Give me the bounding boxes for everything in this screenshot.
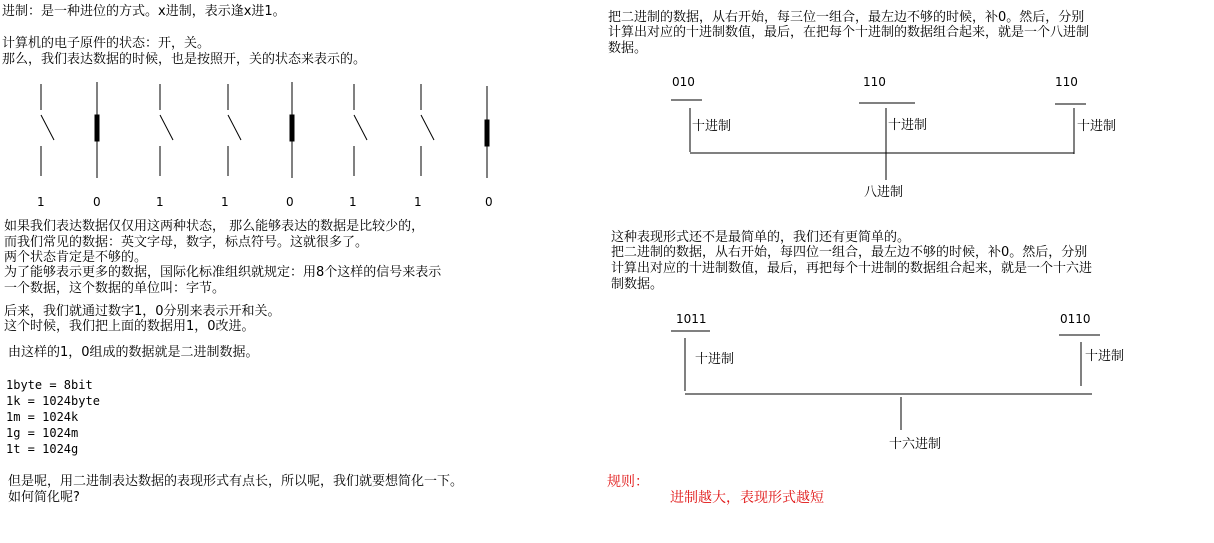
unit-line: 1byte = 8bit <box>6 378 93 392</box>
octal-text-2: 计算出对应的十进制数值，最后，在把每个十进制的数据组合起来，就是一个八进制 <box>608 25 1090 40</box>
rule-text: 进制越大，表现形式越短 <box>670 490 824 506</box>
bit-label: 0 <box>286 195 294 209</box>
octal-text-1: 把二进制的数据，从右开始，每三位一组合，最左边不够的时候，补0。然后，分别 <box>608 10 1085 25</box>
decimal-label: 十进制 <box>695 352 735 367</box>
switch-open-4 <box>228 84 241 176</box>
para-how: 如何简化呢? <box>8 490 80 505</box>
hex-group: 0110 <box>1060 312 1091 326</box>
hex-text-3: 制数据。 <box>611 277 664 292</box>
line-electronic-states: 计算机的电子原件的状态：开，关。 <box>2 36 211 51</box>
para-iso-rule: 为了能够表示更多的数据，国际化标准组织就规定：用8个这样的信号来表示 <box>4 265 442 280</box>
para-binary-def: 由这样的1，0组成的数据就是二进制数据。 <box>8 345 259 360</box>
decimal-label: 十进制 <box>692 119 732 134</box>
line-expression: 那么，我们表达数据的时候，也是按照开，关的状态来表示的。 <box>2 52 367 67</box>
bit-label: 0 <box>93 195 101 209</box>
para-one-zero: 后来，我们就通过数字1，0分别来表示开和关。 <box>4 304 281 319</box>
para-improve: 这个时候，我们把上面的数据用1，0改进。 <box>4 319 255 334</box>
unit-line: 1t = 1024g <box>6 442 79 456</box>
decimal-label: 十进制 <box>888 118 928 133</box>
switch-closed-5 <box>290 82 294 178</box>
switch-open-3 <box>160 84 173 176</box>
octal-text-3: 数据。 <box>608 41 648 56</box>
switch-closed-8 <box>485 86 489 178</box>
octal-group: 110 <box>863 75 886 89</box>
unit-line: 1g = 1024m <box>6 426 79 440</box>
hex-label: 十六进制 <box>889 437 942 452</box>
rule-title: 规则： <box>607 474 649 490</box>
hex-text-1: 把二进制的数据，从右开始，每四位一组合，最左边不够的时候，补0。然后，分别 <box>611 245 1088 260</box>
decimal-label: 十进制 <box>1077 119 1117 134</box>
switch-open-1 <box>41 84 54 176</box>
hex-text-2: 计算出对应的十进制数值，最后，再把每个十进制的数据组合起来，就是一个十六进 <box>611 261 1093 276</box>
bit-label: 1 <box>414 195 422 209</box>
bit-label: 1 <box>221 195 229 209</box>
switch-closed-2 <box>95 82 99 178</box>
para-two-states: 如果我们表达数据仅仅用这两种状态， 那么能够表达的数据是比较少的， <box>4 219 425 234</box>
para-simplify: 但是呢，用二进制表达数据的表现形式有点长，所以呢，我们就要想简化一下。 <box>8 474 464 489</box>
hex-group: 1011 <box>676 312 707 326</box>
line-radix-definition: 进制：是一种进位的方式。x进制，表示逢x进1。 <box>2 4 286 19</box>
octal-label: 八进制 <box>864 185 904 200</box>
para-byte-unit: 一个数据，这个数据的单位叫：字节。 <box>4 281 226 296</box>
para-not-enough: 两个状态肯定是不够的。 <box>4 250 148 265</box>
octal-group: 010 <box>672 75 695 89</box>
octal-group: 110 <box>1055 75 1078 89</box>
bit-label: 0 <box>485 195 493 209</box>
hex-text-0: 这种表现形式还不是最简单的，我们还有更简单的。 <box>611 230 911 245</box>
bit-label: 1 <box>37 195 45 209</box>
switch-diagram <box>0 0 600 220</box>
bit-label: 1 <box>349 195 357 209</box>
switch-open-6 <box>354 84 367 176</box>
unit-line: 1m = 1024k <box>6 410 79 424</box>
decimal-label: 十进制 <box>1085 349 1125 364</box>
bit-label: 1 <box>156 195 164 209</box>
para-common-data: 而我们常见的数据：英文字母，数字，标点符号。这就很多了。 <box>4 235 369 250</box>
switch-open-7 <box>421 84 434 176</box>
unit-line: 1k = 1024byte <box>6 394 100 408</box>
